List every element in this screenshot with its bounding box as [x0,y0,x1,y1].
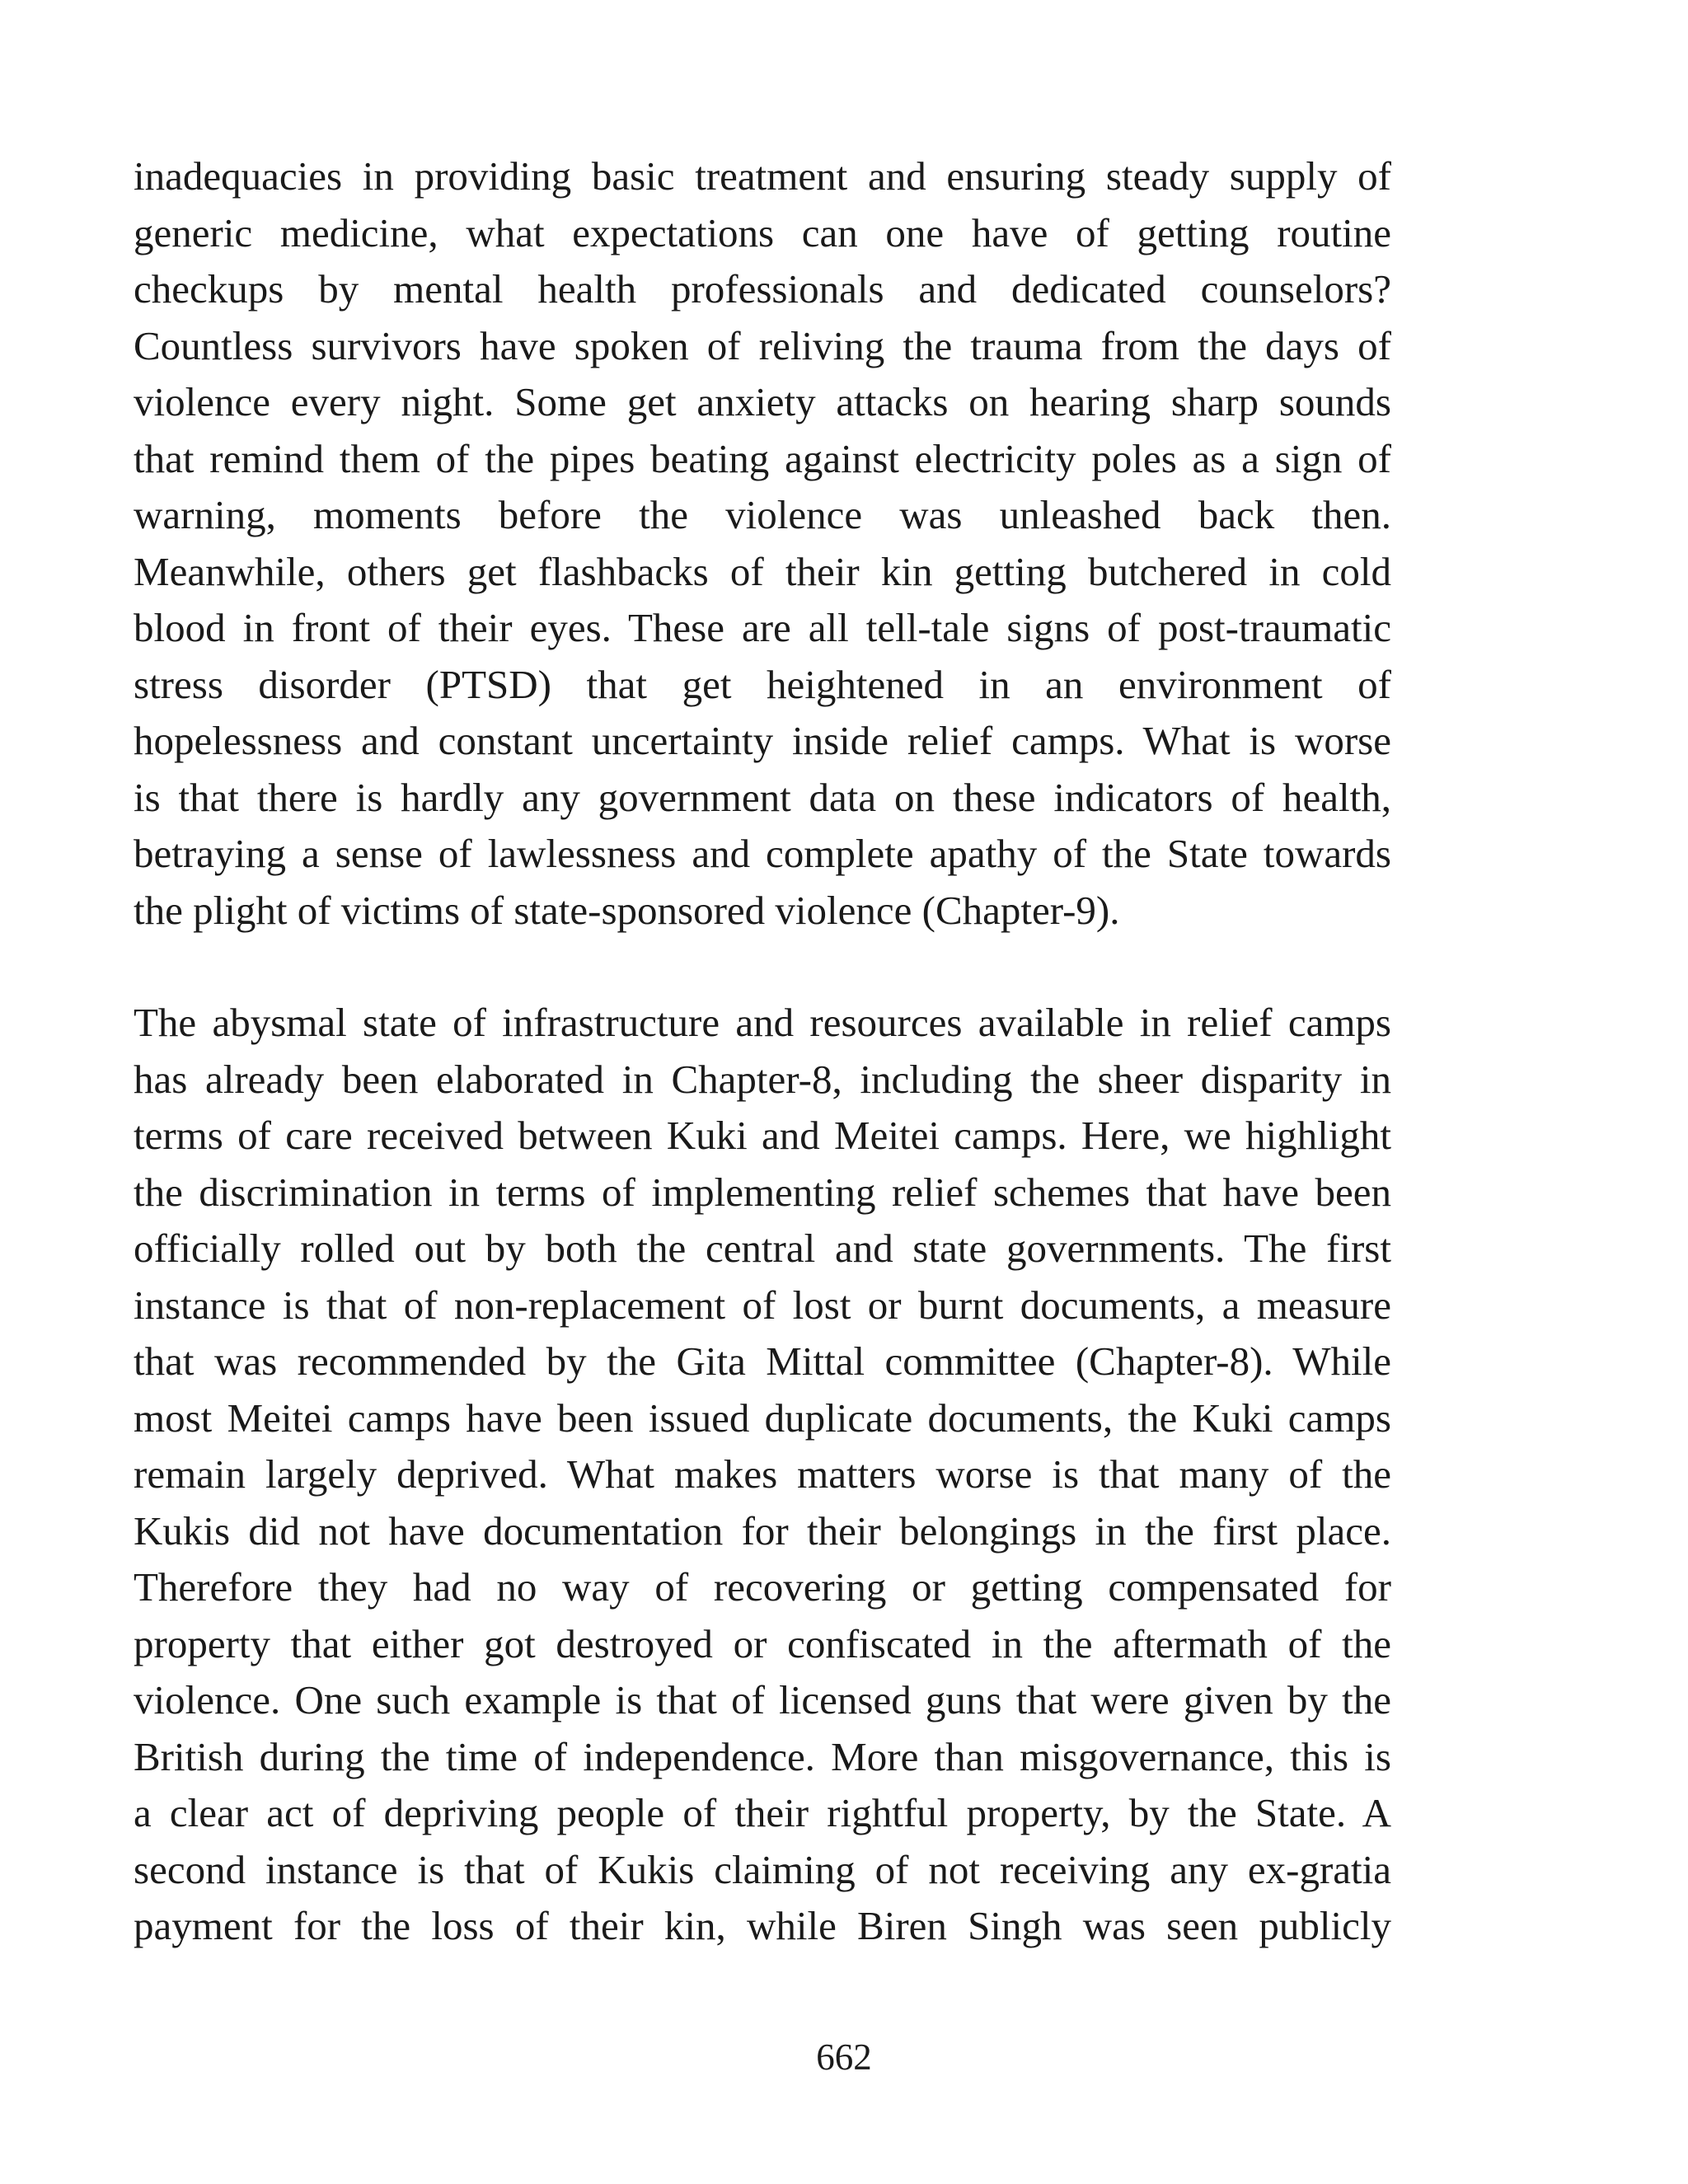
text-line: payment for the loss of their kin, while Biren Singh was seen publicly [134,1903,1391,1948]
text-line: a clear act of depriving people of their rightful property, by the State. A [134,1790,1391,1835]
text-line: warning, moments before the violence was unleashed back then. [134,492,1391,537]
text-line: British during the time of independence. More than misgovernance, this is [134,1733,1391,1779]
body-text [134,148,1391,1955]
text-line: checkups by mental health professionals and dedicated counselors? [134,266,1391,312]
text-line: The abysmal state of infrastructure and resources available in relief camps [134,1000,1391,1045]
text-line: most Meitei camps have been issued duplicate documents, the Kuki camps [134,1394,1391,1441]
text-line: officially rolled out by both the central and state governments. The first [134,1226,1391,1271]
text-line: violence. One such example is that of licensed guns that were given by the [134,1677,1391,1722]
paragraph-2 [134,995,1391,1955]
text-line: property that either got destroyed or confiscated in the aftermath of the [134,1620,1391,1666]
text-line: blood in front of their eyes. These are all tell-tale signs of post-traumatic [134,605,1391,650]
text-line: the discrimination in terms of implementing relief schemes that have been [134,1169,1391,1215]
text-line: Therefore they had no way of recovering or getting compensated for [134,1564,1391,1610]
text-line: betraying a sense of lawlessness and complete apathy of the State towards [134,831,1391,876]
text-line: second instance is that of Kukis claiming of not receiving any ex-gratia [134,1846,1391,1892]
paragraph-1 [134,148,1391,939]
text-line: inadequacies in providing basic treatment and ensuring steady supply of [134,153,1391,199]
text-line: Countless survivors have spoken of reliving the trauma from the days of [134,322,1391,368]
text-line: is that there is hardly any government data on these indicators of health, [134,774,1391,820]
text-line: that remind them of the pipes beating against electricity poles as a sign of [134,435,1391,481]
text-line: Meanwhile, others get flashbacks of their kin getting butchered in cold [134,548,1391,594]
text-line: has already been elaborated in Chapter-8, including the sheer disparity in [134,1056,1391,1102]
page-number: 662 [816,2036,872,2078]
text-line: the plight of victims of state-sponsored violence (Chapter-9). [134,887,1120,933]
text-line: that was recommended by the Gita Mittal committee (Chapter-8). While [134,1338,1391,1384]
text-line: instance is that of non-replacement of lost or burnt documents, a measure [134,1282,1391,1328]
text-line: Kukis did not have documentation for their belongings in the first place. [134,1507,1391,1554]
text-line: stress disorder (PTSD) that get heightened in an environment of [134,661,1391,707]
text-line: violence every night. Some get anxiety attacks on hearing sharp sounds [134,379,1391,424]
text-line: generic medicine, what expectations can one have of getting routine [134,209,1391,255]
text-line: remain largely deprived. What makes matters worse is that many of the [134,1451,1391,1497]
text-line: hopelessness and constant uncertainty inside relief camps. What is worse [134,718,1391,763]
text-line: terms of care received between Kuki and Meitei camps. Here, we highlight [134,1113,1391,1158]
